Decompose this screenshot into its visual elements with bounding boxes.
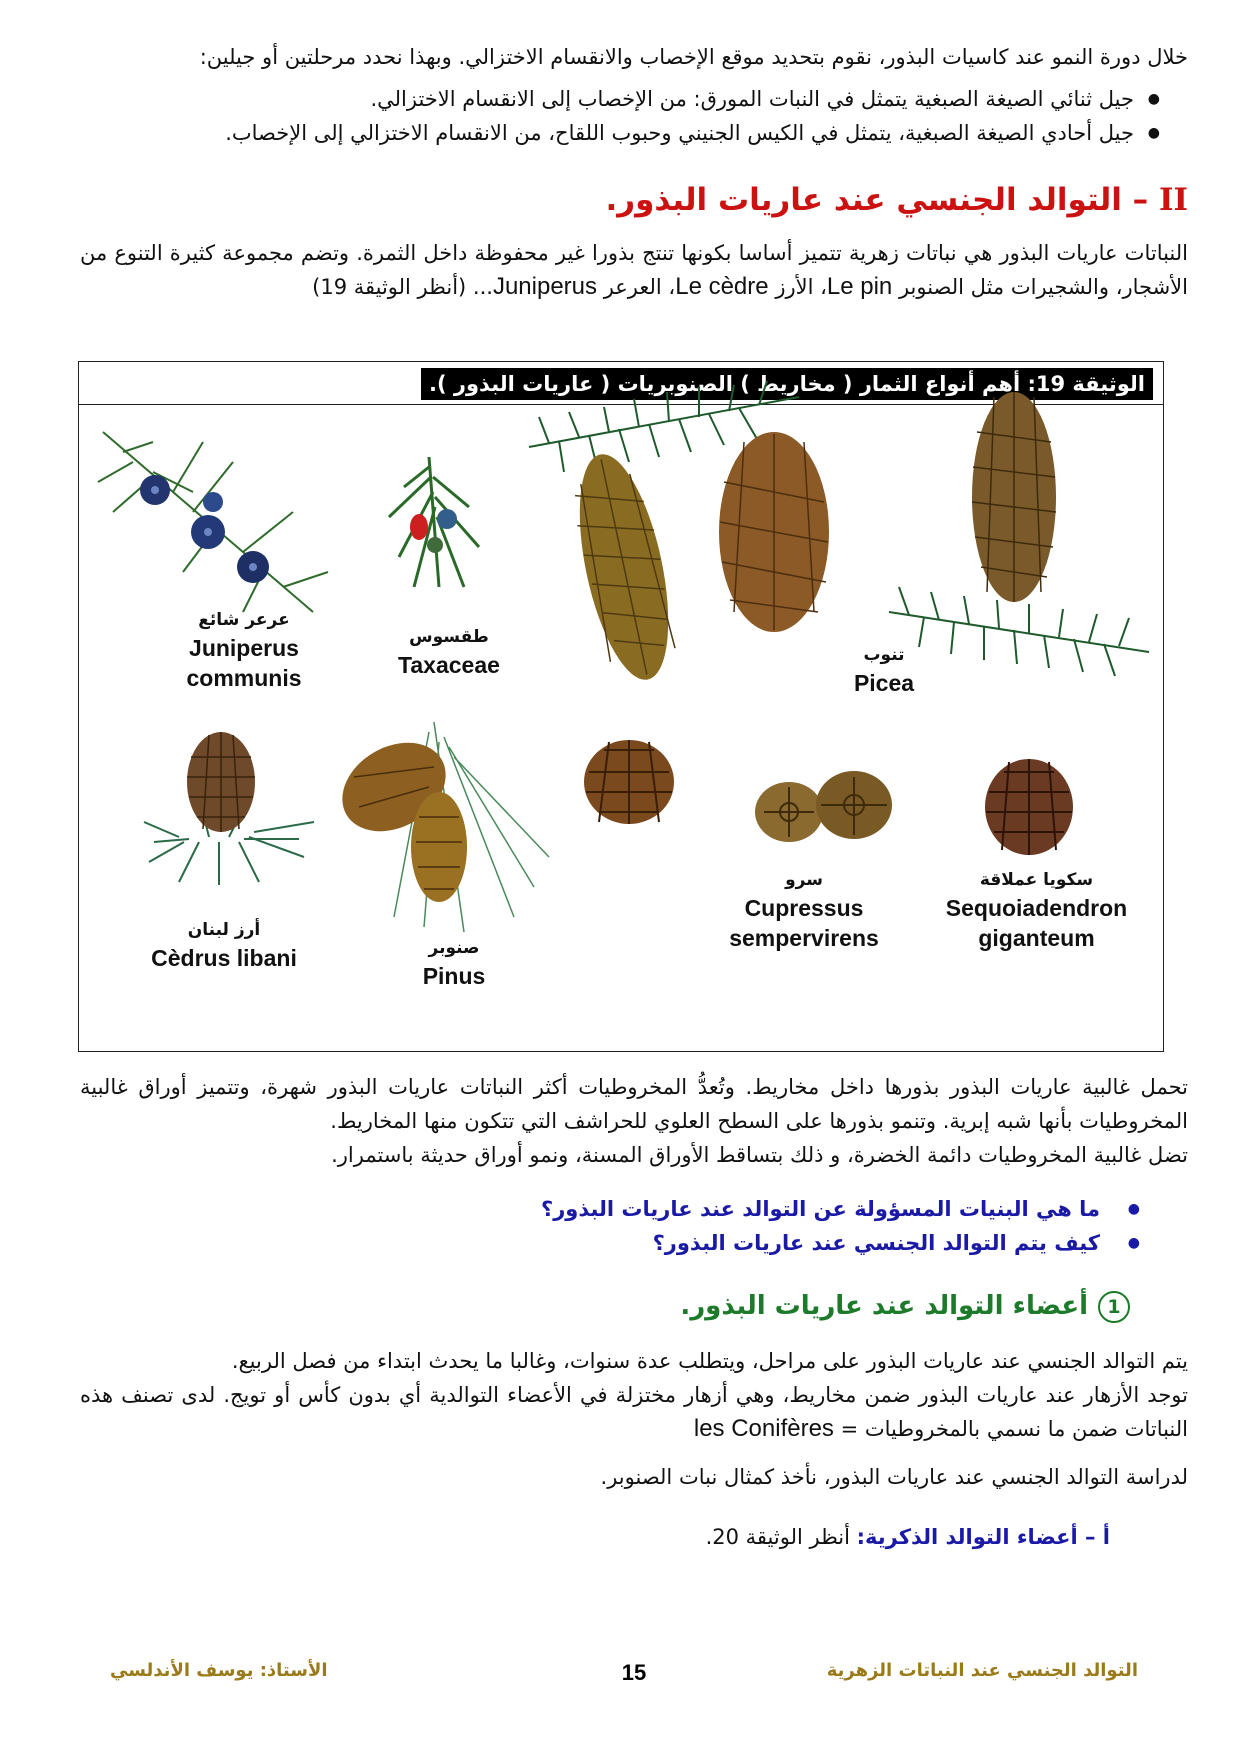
caption-latin: giganteum	[978, 925, 1095, 951]
caption-latin: Pinus	[422, 963, 486, 989]
section-heading	[80, 178, 1188, 222]
spruce-cone-illustration	[694, 422, 864, 652]
caption-arabic: أرز لبنان	[187, 920, 261, 940]
caption-arabic: تنوب	[863, 645, 905, 665]
caption-sequoiadendron	[934, 867, 1139, 953]
list-item: ● جيل ثنائي الصيغة الصبغية يتمثل في النبات المورق: من الإخصاب إلى الانقسام الاختزالي.	[80, 82, 1160, 116]
after-figure-content	[80, 1070, 1188, 1554]
caption-arabic: سكويا عملاقة	[979, 870, 1094, 890]
list-item: ● جيل أحادي الصيغة الصبغية، يتمثل في الكيس الجنيني وحبوب اللقاح، من الانقسام الاختزالي إلى الإخصاب.	[80, 116, 1160, 150]
caption-latin: Sequoiadendron	[945, 895, 1128, 921]
male-organs-text: أنظر الوثيقة 20.	[705, 1525, 857, 1549]
male-organs-heading	[80, 1520, 1188, 1554]
page-number: 15	[621, 1660, 647, 1685]
section-title: – التوالد الجنسي عند عاريات البذور.	[605, 182, 1149, 218]
document-19-figure	[78, 361, 1164, 1052]
caption-arabic: صنوبر	[428, 938, 480, 958]
caption-latin: communis	[186, 665, 302, 691]
question-item: ● كيف يتم التوالد الجنسي عند عاريات البذور؟	[80, 1226, 1140, 1260]
caption-latin: Cèdrus libani	[151, 945, 297, 971]
conifers-paragraph: تحمل غالبية عاريات البذور بذورها داخل مخاريط. وتُعدُّ المخروطيات أكثر النباتات عاريات البذور شهرة، وتتميز أوراق غالبية المخروطيات بأنها شبه إبرية. وتنمو بذورها على السطح العلوي للحراشف التي تتكون منها المخاريط.	[80, 1075, 1188, 1133]
cypress-illustration	[749, 767, 899, 847]
latin-term: les Conifères	[693, 1415, 834, 1442]
latin-term: Le pin	[826, 273, 893, 300]
subsection-number: 1	[1098, 1291, 1130, 1323]
document-label: الوثيقة 19	[1035, 372, 1145, 396]
footer-title: التوالد الجنسي عند النباتات الزهرية	[826, 1660, 1138, 1681]
cedar-illustration	[139, 727, 319, 887]
subsection-title: أعضاء التوالد عند عاريات البذور.	[680, 1291, 1088, 1321]
caption-latin: Picea	[853, 670, 915, 696]
sequoia-illustration	[974, 752, 1084, 862]
pine-illustration	[334, 717, 564, 937]
subsection-heading	[80, 1286, 1188, 1326]
paragraph-text: النباتات عاريات البذور هي نباتات زهرية تتميز أساسا بكونها تنتج بذورا غير محفوظة داخل الثمرة. وتضم مجموعة كثيرة التنوع من الأشجار، والشجيرات مثل الصنوبر	[80, 241, 1188, 299]
caption-cupressus	[719, 867, 889, 953]
caption-latin: Cupressus	[744, 895, 864, 921]
questions-list	[80, 1192, 1188, 1260]
caption-picea	[824, 642, 944, 698]
reproduction-line: يتم التوالد الجنسي عند عاريات البذور على مراحل، ويتطلب عدة سنوات، وغالبا ما يحدث ابتداء من فصل الربيع.	[231, 1349, 1188, 1373]
latin-term: Juniperus...	[472, 273, 597, 300]
intro-line: خلال دورة النمو عند كاسيات البذور، نقوم بتحديد موقع الإخصاب والانقسام الاختزالي. وبهذا نحدد مرحلتين أو جيلين:	[199, 45, 1188, 69]
yew-illustration	[369, 447, 499, 597]
page-content	[80, 40, 1188, 304]
paragraph-text: ، الأرز	[775, 275, 827, 299]
footer-teacher: الأستاذ: يوسف الأندلسي	[110, 1660, 328, 1681]
caption-taxaceae	[364, 624, 534, 680]
intro-paragraph	[80, 236, 1188, 304]
caption-arabic: سرو	[785, 870, 823, 890]
caption-juniperus	[144, 607, 344, 693]
page-footer	[80, 1660, 1188, 1696]
question-item: ● ما هي البنيات المسؤولة عن التوالد عند عاريات البذور؟	[80, 1192, 1140, 1226]
caption-latin: sempervirens	[729, 925, 879, 951]
reproduction-line	[80, 1378, 1188, 1446]
paragraph-text: توجد الأزهار عند عاريات البذور ضمن مخاريط، وهي أزهار مختزلة في الأعضاء التوالدية أي بدون كأس أو تويج. لدى تصنف هذه النباتات ضمن ما نسمي بالمخروطيات =	[80, 1383, 1188, 1441]
latin-term: Le cèdre	[675, 273, 769, 300]
juniper-illustration	[93, 422, 333, 622]
male-organs-label: أ – أعضاء التوالد الذكرية:	[856, 1525, 1110, 1549]
caption-arabic: عرعر شائع	[198, 610, 290, 630]
paragraph-text: (أنظر الوثيقة 19)	[312, 275, 473, 299]
caption-pinus	[389, 935, 519, 991]
reproduction-line: لدراسة التوالد الجنسي عند عاريات البذور، نأخذ كمثال نبات الصنوبر.	[600, 1465, 1188, 1489]
caption-latin: Juniperus	[189, 635, 299, 661]
paragraph-text: ، العرعر	[603, 275, 676, 299]
pine-cone-small-illustration	[574, 732, 684, 832]
caption-latin: Taxaceae	[398, 652, 500, 678]
caption-arabic: طقسوس	[409, 627, 489, 647]
conifers-paragraph: تضل غالبية المخروطيات دائمة الخضرة، و ذلك بتساقط الأوراق المسنة، ونمو أوراق حديثة باستمرار.	[331, 1143, 1188, 1167]
generations-list	[80, 82, 1188, 150]
section-number: II	[1158, 182, 1188, 218]
caption-cedrus	[124, 917, 324, 973]
document-title-text: : أهم أنواع الثمار ( مخاريط ) الصنوبريات ( عاريات البذور ).	[429, 372, 1036, 396]
